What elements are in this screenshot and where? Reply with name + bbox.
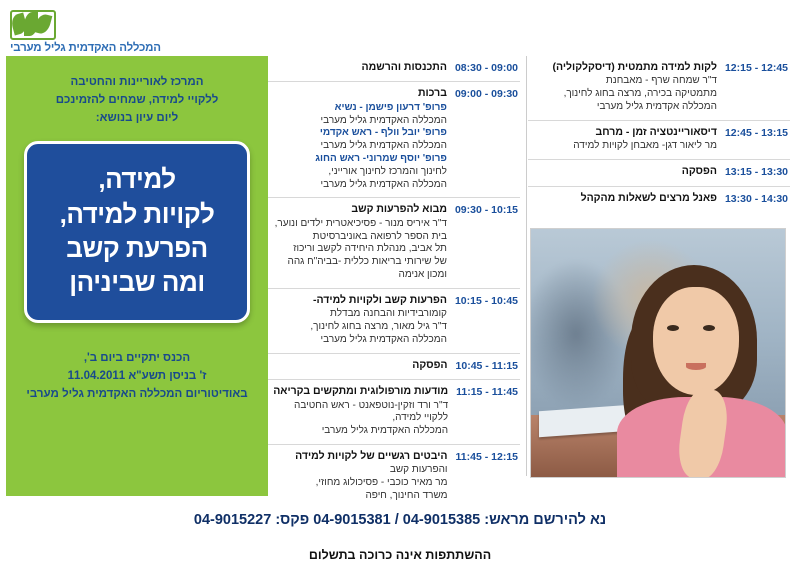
program-item-body xyxy=(260,359,448,373)
promo-event-line: באודיטוריום המכללה האקדמית גליל מערבי xyxy=(26,388,248,401)
program-item-time: 13:30 - 14:30 xyxy=(724,192,788,205)
program-item-line: מר מאיר כוכבי - פסיכולוג מחוזי, xyxy=(315,477,448,489)
program-item-title: התכנסות והרשמה xyxy=(361,61,447,73)
program-item-time: 08:30 - 09:00 xyxy=(454,62,518,74)
program-item-line: המכללה האקדמית גליל מערבי xyxy=(321,425,449,437)
promo-intro-line: ללקויי למידה, שמחים להזמינכם xyxy=(55,93,219,106)
promo-headline-line: הפרעת קשב xyxy=(66,233,208,264)
program-item-title: דיסאוריינטציה זמן - מרחב xyxy=(595,125,717,138)
program-item xyxy=(258,56,520,82)
program-item-title: מבוא להפרעות קשב xyxy=(351,203,447,216)
program-item-body xyxy=(260,385,448,438)
program-item-time: 11:45 - 12:15 xyxy=(455,450,518,463)
program-item-time: 10:15 - 10:45 xyxy=(454,294,518,307)
program-item-title: לקות למידה מתמטית (דיסקלקוליה) xyxy=(552,61,717,73)
promo-headline-line: לקויות למידה, xyxy=(59,198,215,229)
program-item-line: תל אביב, מנהלת היחידה לקשב וריכוז xyxy=(293,243,447,255)
registration-info: נא להירשם מראש: 04-9015385 / 04-9015381 פקס: 04-9015227 xyxy=(193,512,607,528)
program-item-line: ד"ר שמחה שרף - מאבחנת xyxy=(605,75,717,87)
promo-headline-box xyxy=(24,141,250,322)
program-item-title: היבטים רגשיים של לקויות למידה xyxy=(295,449,448,462)
program-item-body xyxy=(530,126,717,153)
institution-name: המכללה האקדמית גליל מערבי xyxy=(10,42,161,54)
program-item-line: לחינוך והמרכז לחינוך אורייני, xyxy=(328,165,447,177)
program-item-body xyxy=(530,61,717,114)
program-item xyxy=(258,82,520,198)
institution-logo xyxy=(10,10,240,54)
program-item-body xyxy=(530,165,717,179)
program-item-title: פאנל מרצים לשאלות מהקהל xyxy=(580,191,717,204)
program-item-body xyxy=(260,61,447,75)
program-item-line: המכללה האקדמית גליל מערבי xyxy=(320,178,447,190)
program-item-line: ללקויי למידה, xyxy=(392,412,449,424)
program-item-line: קומורבידיות והבחנה מבדלת xyxy=(330,308,447,320)
promo-event-line: הכנס יתקיים ביום ב', xyxy=(83,351,191,364)
promo-intro-text xyxy=(22,74,252,127)
program-item-line: המכללה אקדמית גליל מערבי xyxy=(596,101,717,113)
girl-at-desk-photo xyxy=(530,228,786,478)
program-item-line: פרופ' דרעון פישמן - נשיא xyxy=(334,101,447,113)
program-item xyxy=(528,187,790,212)
program-item-line: המכללה האקדמית גליל מערבי xyxy=(320,333,447,345)
program-item-line: בית הספר לרפואה באוניברסיטת xyxy=(312,230,447,242)
program-item-line: פרופ' יובל וולף - ראש אקדמי xyxy=(319,127,447,139)
program-column-middle xyxy=(258,56,520,509)
program-item xyxy=(258,380,520,445)
program-item-line: ד"ר איריס מנור - פסיכיאטרית ילדים ונוער, xyxy=(274,217,447,229)
program-item-body xyxy=(260,294,447,347)
program-item-title: הפסקה xyxy=(412,358,448,371)
promo-event-line: ז' בניסן תשע"א 11.04.2011 xyxy=(67,370,207,383)
promo-intro-line: ליום עיון בנושא: xyxy=(95,111,179,124)
program-item-time: 09:00 - 09:30 xyxy=(454,88,518,101)
program-item-line: משרד החינוך, חיפה xyxy=(365,490,448,501)
three-leaves-icon xyxy=(10,10,56,40)
promo-intro-line: המרכז לאוריינות והחטיבה xyxy=(70,76,204,88)
program-item-time: 09:30 - 10:15 xyxy=(454,204,518,217)
column-divider xyxy=(526,56,527,476)
program-item-time: 11:15 - 11:45 xyxy=(456,386,518,399)
program-item-title: הפסקה xyxy=(681,165,717,178)
program-item-time: 12:15 - 12:45 xyxy=(724,62,788,74)
participation-note: ההשתתפות אינה כרוכה בתשלום xyxy=(308,548,492,562)
program-column-right xyxy=(528,56,790,212)
program-item-line: של שירותי בריאות כללית -בביה"ח גהה xyxy=(287,256,447,268)
program-item-body xyxy=(530,192,717,206)
program-item-line: ומכון אנימה xyxy=(398,269,447,281)
program-item-break xyxy=(528,160,790,186)
program-item-title: הפרעות קשב ולקויות למידה- xyxy=(313,293,447,306)
program-item-line: פרופ' יוסף שמרוני- ראש החוג xyxy=(315,153,447,165)
program-item-line: מר ליאור דגן- מאבחן לקויות למידה xyxy=(573,140,717,152)
program-item-body xyxy=(260,203,447,281)
program-item xyxy=(258,445,520,509)
program-item-line: ד"ר ורד וזקין-נוטפאנט - ראש החטיבה xyxy=(294,399,449,411)
program-item-break xyxy=(258,354,520,380)
program-item-line: והפרעות קשב xyxy=(389,464,448,476)
program-item xyxy=(528,121,790,160)
promo-event-details xyxy=(22,349,252,404)
program-item-title: מודעות מורפולוגית ומתקשים בקריאה xyxy=(273,385,449,398)
program-item-body xyxy=(260,450,448,503)
program-item-time: 12:45 - 13:15 xyxy=(724,126,788,139)
program-item xyxy=(258,289,520,354)
promo-panel xyxy=(6,56,268,496)
program-item-line: ד"ר גיל מאור, מרצה בחוג לחינוך, xyxy=(310,321,447,333)
program-item-line: מתמטיקה בכירה, מרצה בחוג לחינוך, xyxy=(563,88,717,100)
promo-headline-line: למידה, xyxy=(98,164,176,195)
program-item-title: ברכות xyxy=(417,87,447,100)
program-item xyxy=(258,198,520,288)
program-item xyxy=(528,56,790,121)
program-item-line: המכללה האקדמית גליל מערבי xyxy=(320,114,447,126)
program-item-body xyxy=(260,87,447,191)
program-item-time: 10:45 - 11:15 xyxy=(455,359,518,372)
promo-headline-line: ומה שביניהן xyxy=(69,267,205,298)
program-item-line: המכללה האקדמית גליל מערבי xyxy=(320,140,447,152)
program-item-time: 13:15 - 13:30 xyxy=(724,166,788,179)
